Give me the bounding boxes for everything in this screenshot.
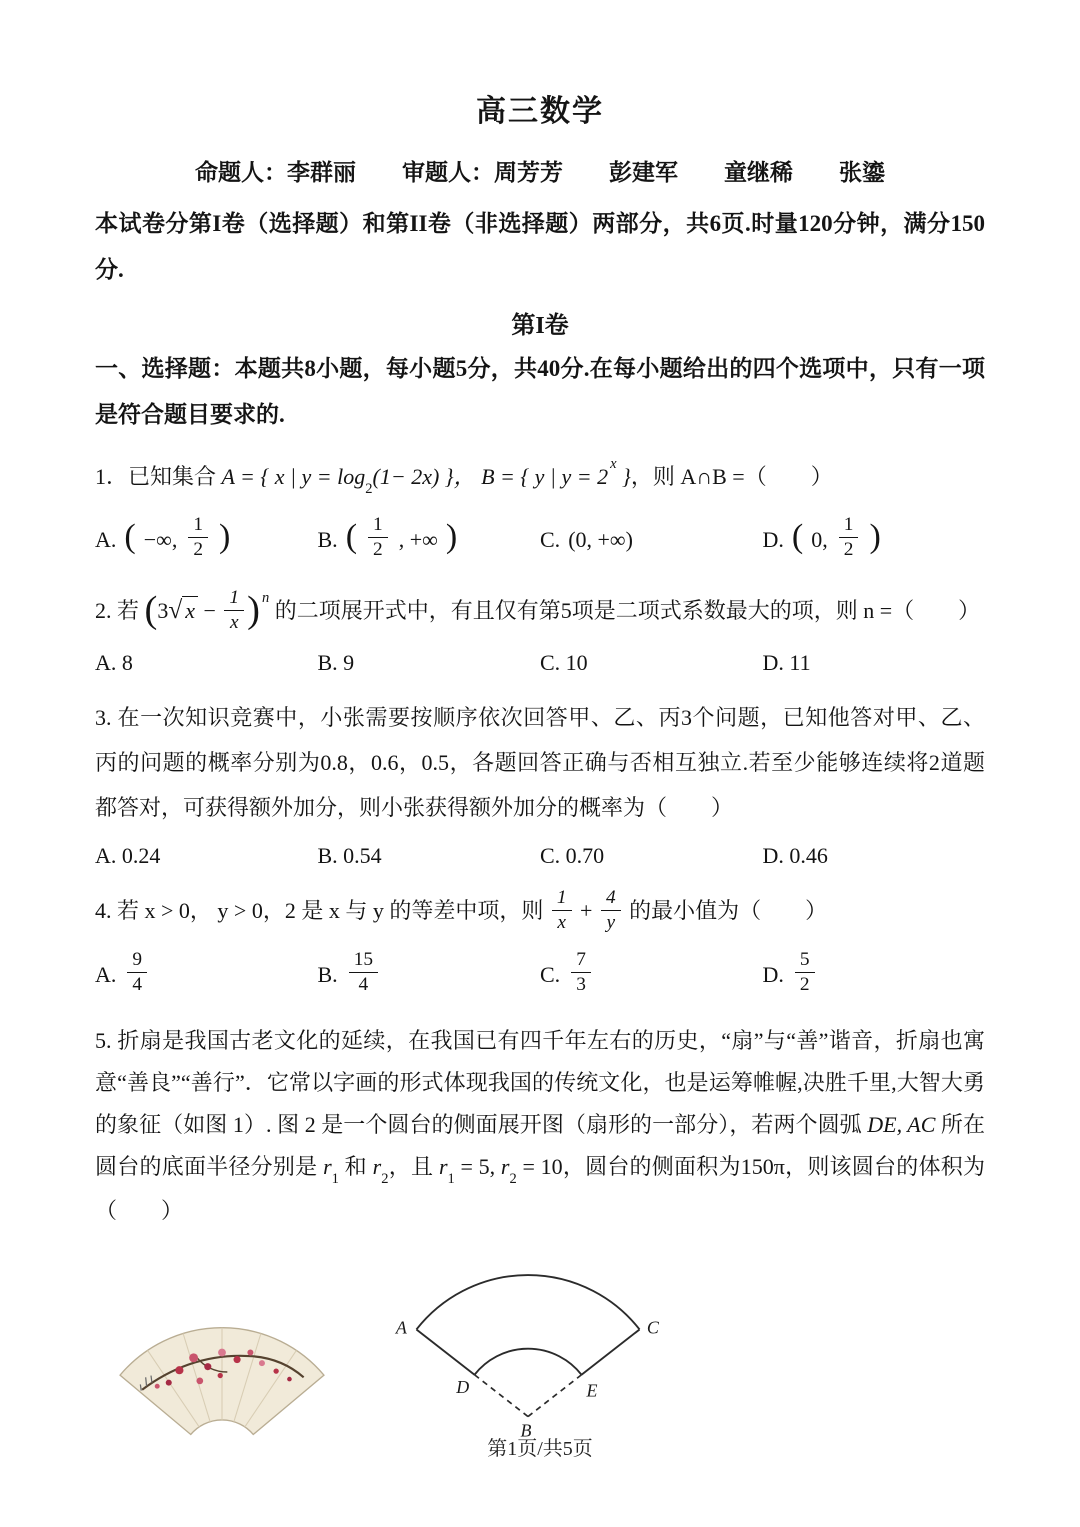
q4-lead: 4. 若 x > 0， y > 0，2 是 x 与 y 的等差中项，则: [95, 898, 544, 924]
q1-option-b-post: , +∞: [398, 526, 438, 552]
q1-option-c-label: C.: [540, 526, 561, 552]
q1-math-close: }: [616, 464, 631, 489]
q5-var-r1: r: [323, 1153, 332, 1179]
q5-text-5: ，圆台的侧面积为150π，则该圆台的体积为（ ）: [95, 1153, 985, 1223]
page-title: 高三数学: [476, 95, 604, 128]
fraction: $\frac{1}{x}$: [552, 887, 572, 933]
part-1-heading: 第I卷: [511, 313, 569, 339]
fraction: $\frac{4}{y}$: [601, 887, 621, 933]
q5-var-r2-value: r: [500, 1153, 510, 1179]
q3-option-c: C. 0.70: [540, 842, 605, 868]
question-5: 5. 折扇是我国古老文化的延续，在我国已有四千年左右的历史，“扇”与“善”谐音，折扇也寓意“善良”“善行”．它常以字画的形式体现我国的传统文化，也是运筹帷幄,决胜千里,大智大勇的象征（如图 1）. 图 2 是一个圆台的侧面展开图（扇形的一部分），若两个圆弧 DE, AC 所在圆台的底面半径分别是 $r_1$ 和 $r_2$，且 $r_1 = 5$, $r_2 = 10$，圆台的侧面积为150π，则该圆台的体积为（ ）: [95, 1028, 985, 1223]
q3-option-b: B. 0.54: [317, 842, 382, 868]
question-2: [95, 585, 985, 637]
q1-log-base: 2: [365, 481, 373, 498]
question-1: [95, 454, 985, 501]
close-paren: ): [869, 518, 881, 556]
q1-option-a-label: A.: [95, 526, 117, 552]
q2-options: [95, 641, 985, 685]
open-paren: (: [124, 518, 136, 556]
sqrt-symbol: √: [168, 596, 183, 625]
q1-option-d-label: D.: [762, 526, 784, 552]
q4-option-c: C. $\frac{7}{3}$: [540, 940, 763, 1010]
q5-text-1: 5. 折扇是我国古老文化的延续，在我国已有四千年左右的历史，“扇”与“善”谐音，折扇也寓意“善良”“善行”．它常以字画的形式体现我国的传统文化，也是运筹帷幄,决胜千里,大智大勇的象征（如图 1）. 图 2 是一个圆台的侧面展开图（扇形的一部分），若两个圆弧: [95, 1028, 985, 1137]
authors-line: 命题人：李群丽 审题人：周芳芳 彭建军 童继稀 张鎏: [195, 160, 885, 185]
dashed-db: [474, 1374, 528, 1416]
q5-var-r1-value: r: [438, 1153, 448, 1179]
slant-side-ad: [416, 1329, 474, 1374]
fraction: $\frac{1}{2}$: [188, 514, 208, 560]
question-3: 3. 在一次知识竞赛中，小张需要按顺序依次回答甲、乙、丙3个问题，已知他答对甲、乙、丙的问题的概率分别为0.8，0.6，0.5，各题回答正确与否相互独立.若至少能够连续将2道题都答对，可获得额外加分，则小张获得额外加分的概率为（ ）: [95, 704, 985, 821]
q1-option-a: [95, 505, 318, 575]
q1-lead: 1．已知集合: [95, 464, 222, 489]
q4-option-d: D. $\frac{5}{2}$: [763, 940, 986, 1010]
q1-tail: ，则 A∩B =（ ）: [630, 464, 833, 489]
q1-option-c: [540, 505, 763, 575]
q3-options: [95, 834, 985, 878]
fraction: $\frac{1}{x}$: [224, 587, 244, 633]
sqrt-argument: x: [182, 596, 198, 623]
dashed-eb: [528, 1374, 582, 1416]
point-label-a: A: [395, 1317, 407, 1338]
open-paren: (: [144, 588, 158, 631]
q1-option-b-label: B.: [317, 526, 338, 552]
q1-math-set-b: (1− 2x) }， B = { y | y = 2: [372, 464, 609, 489]
q1-options: [95, 505, 985, 575]
fraction: $\frac{15}{4}$: [349, 949, 378, 995]
q5-arc-names: DE, AC: [867, 1111, 936, 1137]
q4-option-b: B. $\frac{15}{4}$: [318, 940, 541, 1010]
q3-option-d: D. 0.46: [762, 842, 828, 868]
q3-option-a: A. 0.24: [95, 842, 161, 868]
q1-math-set-a: A = { x | y = log: [221, 464, 366, 489]
folding-fan-image: [109, 1301, 335, 1443]
q2-option-a: A. 8: [95, 649, 133, 675]
q1-option-a-pre: −∞,: [143, 526, 178, 552]
close-paren: ): [219, 518, 231, 556]
close-paren: ): [445, 518, 458, 556]
fraction: $\frac{5}{2}$: [795, 949, 815, 995]
q4-options: [95, 940, 985, 1010]
q2-lead: 2. 若: [95, 598, 140, 624]
q2-minus: −: [203, 598, 216, 624]
q1-option-d-pre: 0,: [811, 526, 828, 552]
q4-option-a: A. $\frac{9}{4}$: [95, 940, 318, 1010]
q1-option-c-value: (0, +∞): [568, 526, 633, 552]
close-paren: ): [247, 588, 260, 631]
point-label-e: E: [586, 1380, 598, 1401]
q1-exponent: x: [610, 455, 617, 472]
frustum-lateral-surface-diagram: [377, 1258, 679, 1443]
fraction: $\frac{9}{4}$: [127, 949, 147, 995]
q2-option-d: D. 11: [762, 649, 811, 675]
q1-option-b: [318, 505, 541, 575]
open-paren: (: [791, 518, 804, 556]
q2-exponent: n: [261, 589, 270, 606]
q4-tail: 的最小值为（ ）: [629, 898, 828, 924]
open-paren: (: [345, 518, 358, 556]
fraction: $\frac{1}{2}$: [839, 514, 859, 560]
fraction: $\frac{7}{3}$: [571, 949, 591, 995]
q2-option-b: B. 9: [317, 649, 355, 675]
q5-text-4: ，且: [388, 1153, 439, 1179]
q2-option-c: C. 10: [540, 649, 588, 675]
q1-option-d: [763, 505, 986, 575]
q5-text-3: 和: [338, 1153, 373, 1179]
point-label-b: B: [520, 1419, 532, 1440]
inner-arc-de: [474, 1348, 581, 1374]
section-1-instructions: 一、选择题：本题共8小题，每小题5分，共40分.在每小题给出的四个选项中，只有一项是符合题目要求的.: [95, 356, 985, 427]
outer-arc-ac: [416, 1275, 639, 1329]
q4-plus: +: [580, 898, 593, 924]
exam-intro: 本试卷分第I卷（选择题）和第II卷（非选择题）两部分，共6页.时量120分钟，满分150分.: [95, 211, 985, 282]
q5-r1-equals: = 5,: [454, 1153, 501, 1179]
q5-var-r2: r: [372, 1153, 382, 1179]
question-4: [95, 888, 985, 936]
q5-text-2: 所在圆台的底面半径分别是: [95, 1111, 985, 1179]
q2-tail: 的二项展开式中，有且仅有第5项是二项式系数最大的项，则 n =（ ）: [274, 598, 981, 624]
page-footer: 第1页/共5页: [487, 1438, 593, 1460]
fraction: $\frac{1}{2}$: [368, 514, 388, 560]
q2-coefficient: 3: [157, 598, 169, 624]
point-label-d: D: [456, 1376, 470, 1397]
slant-side-ce: [582, 1329, 640, 1374]
point-label-c: C: [646, 1317, 659, 1338]
figure-row: [109, 1258, 985, 1443]
q5-r2-equals: = 10: [516, 1153, 563, 1179]
